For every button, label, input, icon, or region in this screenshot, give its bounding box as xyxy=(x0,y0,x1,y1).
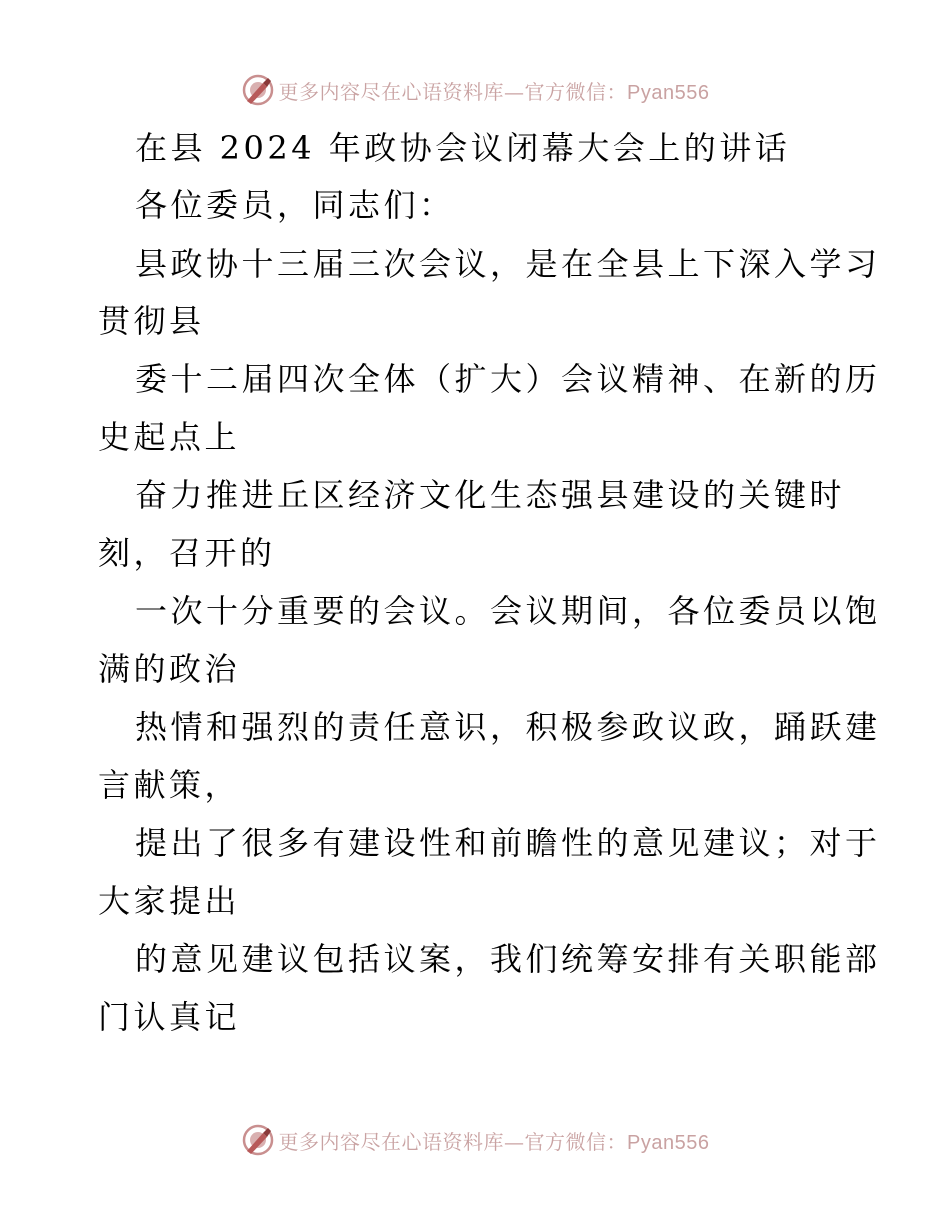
salutation-line: 各位委员，同志们： xyxy=(135,186,455,224)
paragraph-line: 大家提出 xyxy=(98,882,241,920)
watermark-id: Pyan556 xyxy=(627,81,710,104)
pen-logo-icon xyxy=(241,73,275,107)
paragraph-line: 委十二届四次全体（扩大）会议精神、在新的历 xyxy=(135,360,881,398)
watermark-header xyxy=(0,70,950,110)
paragraph-line: 刻，召开的 xyxy=(98,534,276,572)
paragraph-line: 县政协十三届三次会议，是在全县上下深入学习 xyxy=(135,245,881,283)
paragraph-line: 满的政治 xyxy=(98,650,241,688)
watermark-footer xyxy=(0,1120,950,1160)
paragraph-line: 贯彻县 xyxy=(98,302,205,340)
pen-logo-icon xyxy=(241,1123,275,1157)
paragraph-line: 奋力推进丘区经济文化生态强县建设的关键时 xyxy=(135,476,846,514)
paragraph-line: 热情和强烈的责任意识，积极参政议政，踊跃建 xyxy=(135,708,881,746)
watermark-text: 更多内容尽在心语资料库—官方微信：Pyan556 xyxy=(278,79,710,104)
watermark-id: Pyan556 xyxy=(627,1131,710,1154)
paragraph-line: 门认真记 xyxy=(98,998,241,1036)
paragraph-line: 的意见建议包括议案，我们统筹安排有关职能部 xyxy=(135,940,881,978)
document-title: 在县 2024 年政协会议闭幕大会上的讲话 xyxy=(135,129,791,167)
paragraph-line: 史起点上 xyxy=(98,418,241,456)
paragraph-line: 言献策， xyxy=(98,766,241,804)
paragraph-line: 提出了很多有建设性和前瞻性的意见建议；对于 xyxy=(135,824,881,862)
watermark-text: 更多内容尽在心语资料库—官方微信：Pyan556 xyxy=(278,1129,710,1154)
paragraph-line: 一次十分重要的会议。会议期间，各位委员以饱 xyxy=(135,592,881,630)
